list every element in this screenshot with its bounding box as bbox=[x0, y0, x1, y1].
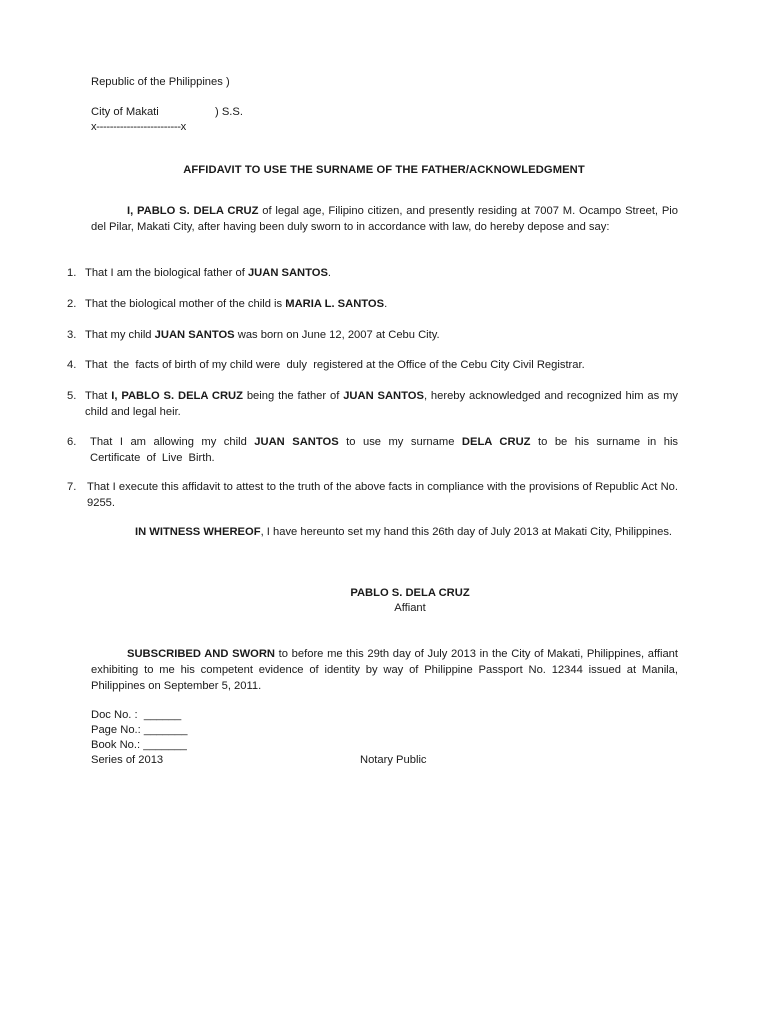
affiant-name: PABLO S. DELA CRUZ bbox=[350, 587, 470, 599]
item-4-text: That the facts of birth of my child were duly registered at the Office of the Cebu City Civil Registrar. bbox=[85, 359, 585, 371]
venue-rule: x-------------------------x bbox=[91, 121, 186, 133]
jurat-paragraph: SUBSCRIBED AND SWORN to before me this 29th day of July 2013 in the City of Makati, Philippines, affiant exhibiting to me his competent evidence of identity by way of Philippine Passport No. 12344 issued at Manila, Philippines on September 5, 2011. bbox=[91, 648, 678, 692]
item-5-text: That I, PABLO S. DELA CRUZ being the father of JUAN SANTOS, hereby acknowledged and recognized him as my child and legal heir. bbox=[85, 390, 679, 418]
item-7-text: That I execute this affidavit to attest to the truth of the above facts in compliance with the provisions of Republic Act No. 9255. bbox=[87, 481, 678, 509]
item-6-number: 6. bbox=[67, 436, 77, 448]
book-no: Book No.: _______ bbox=[91, 739, 187, 751]
affiant-name-intro: I, PABLO S. DELA CRUZ bbox=[127, 205, 259, 217]
venue-city: City of Makati bbox=[91, 106, 159, 118]
item-2-text: That the biological mother of the child is MARIA L. SANTOS. bbox=[85, 298, 388, 310]
item-2-number: 2. bbox=[67, 298, 77, 310]
affiant-label: Affiant bbox=[394, 602, 426, 614]
item-3-text: That my child JUAN SANTOS was born on June 12, 2007 at Cebu City. bbox=[85, 329, 440, 341]
item-3-number: 3. bbox=[67, 329, 77, 341]
doc-no: Doc No. : ______ bbox=[91, 709, 182, 721]
notary-public-label: Notary Public bbox=[360, 754, 427, 766]
item-7-number: 7. bbox=[67, 481, 77, 493]
item-1-number: 1. bbox=[67, 267, 77, 279]
witness-paragraph: IN WITNESS WHEREOF, I have hereunto set my hand this 26th day of July 2013 at Makati City, Philippines. bbox=[135, 526, 673, 538]
venue-ss: ) S.S. bbox=[215, 106, 243, 118]
intro-text: of legal age, Filipino citizen, and presently residing at 7007 M. Ocampo Street, Pio del Pilar, Makati City, after having been duly sworn to in accordance with law, do hereby depose and say: bbox=[91, 205, 679, 233]
page-no: Page No.: _______ bbox=[91, 724, 188, 736]
item-6-text: That I am allowing my child JUAN SANTOS to use my surname DELA CRUZ to be his surname in his Certificate of Live Birth. bbox=[90, 436, 679, 464]
document-title: AFFIDAVIT TO USE THE SURNAME OF THE FATHER/ACKNOWLEDGMENT bbox=[183, 164, 585, 176]
venue-republic: Republic of the Philippines ) bbox=[91, 76, 230, 88]
intro-paragraph bbox=[91, 203, 678, 235]
item-1-text: That I am the biological father of JUAN SANTOS. bbox=[85, 267, 332, 279]
item-4-number: 4. bbox=[67, 359, 77, 371]
series-year: Series of 2013 bbox=[91, 754, 164, 766]
item-5-number: 5. bbox=[67, 390, 77, 402]
